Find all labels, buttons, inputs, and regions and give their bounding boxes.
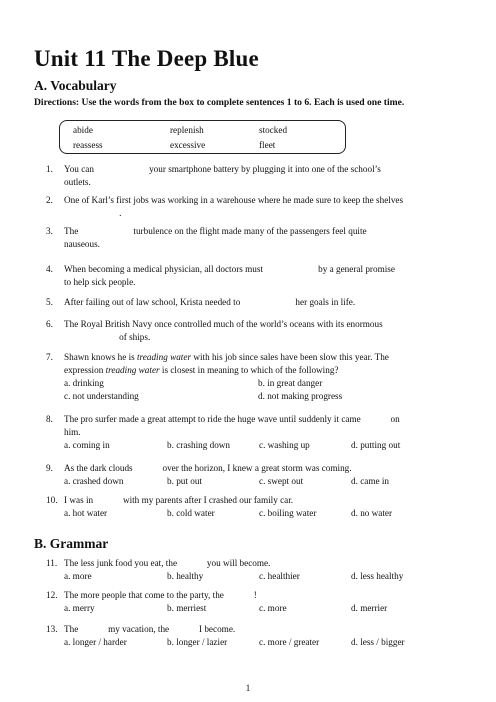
question-text: nauseous.	[64, 239, 100, 249]
answer-option[interactable]: d. came in	[351, 476, 390, 486]
question-text: outlets.	[64, 177, 91, 187]
question	[46, 557, 456, 583]
question-number: 11.	[46, 558, 58, 568]
answer-option[interactable]: a. longer / harder	[64, 637, 127, 647]
question	[46, 462, 456, 488]
answer-option[interactable]: a. drinking	[64, 378, 104, 388]
answer-option[interactable]: c. healthier	[259, 571, 300, 581]
question-number: 1.	[46, 164, 53, 174]
answer-option[interactable]: d. less healthy	[351, 571, 404, 581]
question-number: 3.	[46, 226, 53, 236]
word-box-item: stocked	[259, 125, 288, 135]
question-text: him.	[64, 427, 81, 437]
word-box-item: excessive	[170, 140, 206, 150]
question-text: The Royal British Navy once controlled much of the world’s oceans with its enormous	[64, 319, 383, 329]
question-number: 13.	[46, 624, 58, 634]
answer-option[interactable]: d. putting out	[351, 440, 401, 450]
question-number: 12.	[46, 590, 58, 600]
question-number: 10.	[46, 495, 58, 505]
question-text: As the dark clouds over the horizon, I knew a great storm was coming.	[64, 463, 352, 473]
answer-option[interactable]: c. swept out	[259, 476, 304, 486]
question	[46, 263, 456, 289]
answer-option[interactable]: a. more	[64, 571, 92, 581]
page-number: 1	[245, 683, 251, 693]
answer-option[interactable]: a. hot water	[64, 508, 108, 518]
question	[46, 589, 456, 615]
question-text: to help sick people.	[64, 277, 136, 287]
question	[46, 296, 456, 309]
question	[46, 318, 456, 344]
question-number: 6.	[46, 319, 53, 329]
question-text: When becoming a medical physician, all doctors must by a general promise	[64, 264, 395, 274]
answer-option[interactable]: b. healthy	[167, 571, 204, 581]
section-a-heading: A. Vocabulary	[34, 78, 117, 93]
answer-option[interactable]: a. merry	[64, 603, 95, 613]
word-box-item: reassess	[73, 140, 103, 150]
question-number: 5.	[46, 297, 53, 307]
answer-option[interactable]: d. not making progress	[258, 391, 343, 401]
section-b-heading: B. Grammar	[34, 536, 109, 551]
question	[46, 225, 456, 251]
question-text: Shawn knows he is treading water with his job since sales have been slow this year. The	[64, 352, 389, 362]
question	[46, 351, 456, 403]
question-text: The less junk food you eat, the you will become.	[64, 558, 271, 568]
page-title: Unit 11 The Deep Blue	[34, 46, 259, 71]
answer-option[interactable]: c. boiling water	[259, 508, 317, 518]
question-number: 8.	[46, 414, 53, 424]
question-text: The pro surfer made a great attempt to ride the huge wave until suddenly it came on	[64, 414, 400, 424]
question	[46, 194, 456, 220]
question-number: 9.	[46, 463, 53, 473]
answer-option[interactable]: b. put out	[167, 476, 202, 486]
question-text: .	[64, 208, 122, 218]
answer-option[interactable]: d. merrier	[351, 603, 388, 613]
question	[46, 494, 456, 520]
directions: Directions: Use the words from the box to complete sentences 1 to 6. Each is used one time.	[34, 97, 405, 108]
word-box-item: abide	[73, 125, 93, 135]
question-text: The more people that come to the party, the !	[64, 590, 257, 600]
answer-option[interactable]: a. crashed down	[64, 476, 124, 486]
question-text: I was in with my parents after I crashed our family car.	[64, 495, 294, 505]
word-box	[59, 120, 346, 154]
answer-option[interactable]: b. merriest	[167, 603, 207, 613]
answer-option[interactable]: c. not understanding	[64, 391, 139, 401]
question-text: One of Karl’s first jobs was working in a warehouse where he made sure to keep the shelves	[64, 195, 404, 205]
answer-option[interactable]: b. in great danger	[258, 378, 323, 388]
word-box-item: fleet	[259, 140, 276, 150]
question	[46, 413, 456, 452]
answer-option[interactable]: c. more	[259, 603, 287, 613]
answer-option[interactable]: b. longer / lazier	[167, 637, 228, 647]
question	[46, 623, 456, 649]
question-text: expression treading water is closest in meaning to which of the following?	[64, 365, 339, 375]
question-text: After failing out of law school, Krista needed to her goals in life.	[64, 297, 356, 307]
answer-option[interactable]: c. more / greater	[259, 637, 320, 647]
word-box-item: replenish	[170, 125, 204, 135]
question-number: 4.	[46, 264, 53, 274]
question-text: of ships.	[64, 332, 151, 342]
answer-option[interactable]: a. coming in	[64, 440, 110, 450]
question-text: The turbulence on the flight made many of the passengers feel quite	[64, 226, 367, 236]
answer-option[interactable]: d. no water	[351, 508, 393, 518]
answer-option[interactable]: b. crashing down	[167, 440, 231, 450]
answer-option[interactable]: d. less / bigger	[351, 637, 405, 647]
question-number: 7.	[46, 352, 53, 362]
answer-option[interactable]: c. washing up	[259, 440, 310, 450]
answer-option[interactable]: b. cold water	[167, 508, 215, 518]
question-text: The my vacation, the I become.	[64, 624, 236, 634]
question-text: You can your smartphone battery by plugging it into one of the school’s	[64, 164, 381, 174]
question-number: 2.	[46, 195, 53, 205]
question	[46, 163, 456, 189]
